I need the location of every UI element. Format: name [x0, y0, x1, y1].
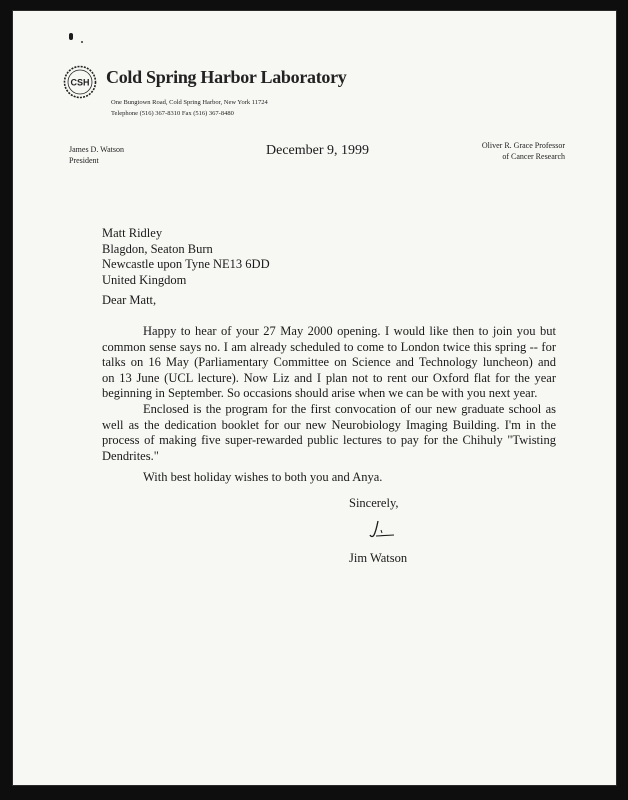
body-line: beginning in September. So occasions should arise when we can be with you next year. — [102, 386, 538, 400]
logo-text: CSH — [70, 77, 90, 88]
ink-speck — [81, 41, 83, 43]
body-paragraph — [102, 470, 556, 486]
letter-date: December 9, 1999 — [266, 143, 370, 158]
sender-title: President — [69, 156, 99, 165]
body-line: common sense says no. I am already scheduled to come to London twice this spring -- for — [102, 339, 556, 354]
body-paragraph — [102, 402, 556, 464]
body-line: Enclosed is the program for the first convocation of our new graduate school as — [143, 402, 556, 416]
organization-name: Cold Spring Harbor Laboratory — [106, 67, 347, 87]
body-line: process of making five super-rewarded public lectures to pay for the Chihuly "Twisting — [102, 433, 556, 447]
address-line: Blagdon, Seaton Burn — [102, 241, 213, 256]
professorship-line: of Cancer Research — [502, 152, 565, 161]
letter-page — [12, 10, 617, 786]
professorship-title — [482, 140, 565, 162]
recipient-address — [102, 226, 270, 288]
organization-phone: Telephone (516) 367-8310 Fax (516) 367-8480 — [111, 110, 234, 117]
body-line: well as the dedication booklet for our new Neurobiology Imaging Building. I'm in the — [102, 417, 556, 432]
salutation: Dear Matt, — [102, 293, 157, 307]
professorship-line: Oliver R. Grace Professor — [481, 141, 565, 150]
body-line: Dendrites." — [102, 448, 159, 463]
body-paragraph — [102, 324, 556, 402]
address-line: Newcastle upon Tyne NE13 6DD — [102, 257, 270, 271]
csh-logo — [63, 65, 97, 99]
body-line: Happy to hear of your 27 May 2000 opening. I would like then to join you but — [143, 324, 556, 338]
organization-address: One Bungtown Road, Cold Spring Harbor, New York 11724 — [111, 99, 268, 106]
ink-speck — [69, 33, 73, 40]
closing: Sincerely, — [349, 496, 399, 510]
signer-name: Jim Watson — [349, 551, 408, 565]
signature — [364, 518, 400, 540]
body-line: talks on 16 May (Parliamentary Committee on Science and Technology luncheon) and — [102, 355, 556, 369]
sender-name: James D. Watson — [69, 145, 124, 154]
body-line: on 13 June (UCL lecture). Now Liz and I plan not to rent our Oxford flat for the year — [102, 370, 556, 385]
body-line: With best holiday wishes to both you and Anya. — [143, 470, 383, 484]
address-line: United Kingdom — [102, 272, 187, 287]
recipient-name: Matt Ridley — [102, 226, 163, 240]
